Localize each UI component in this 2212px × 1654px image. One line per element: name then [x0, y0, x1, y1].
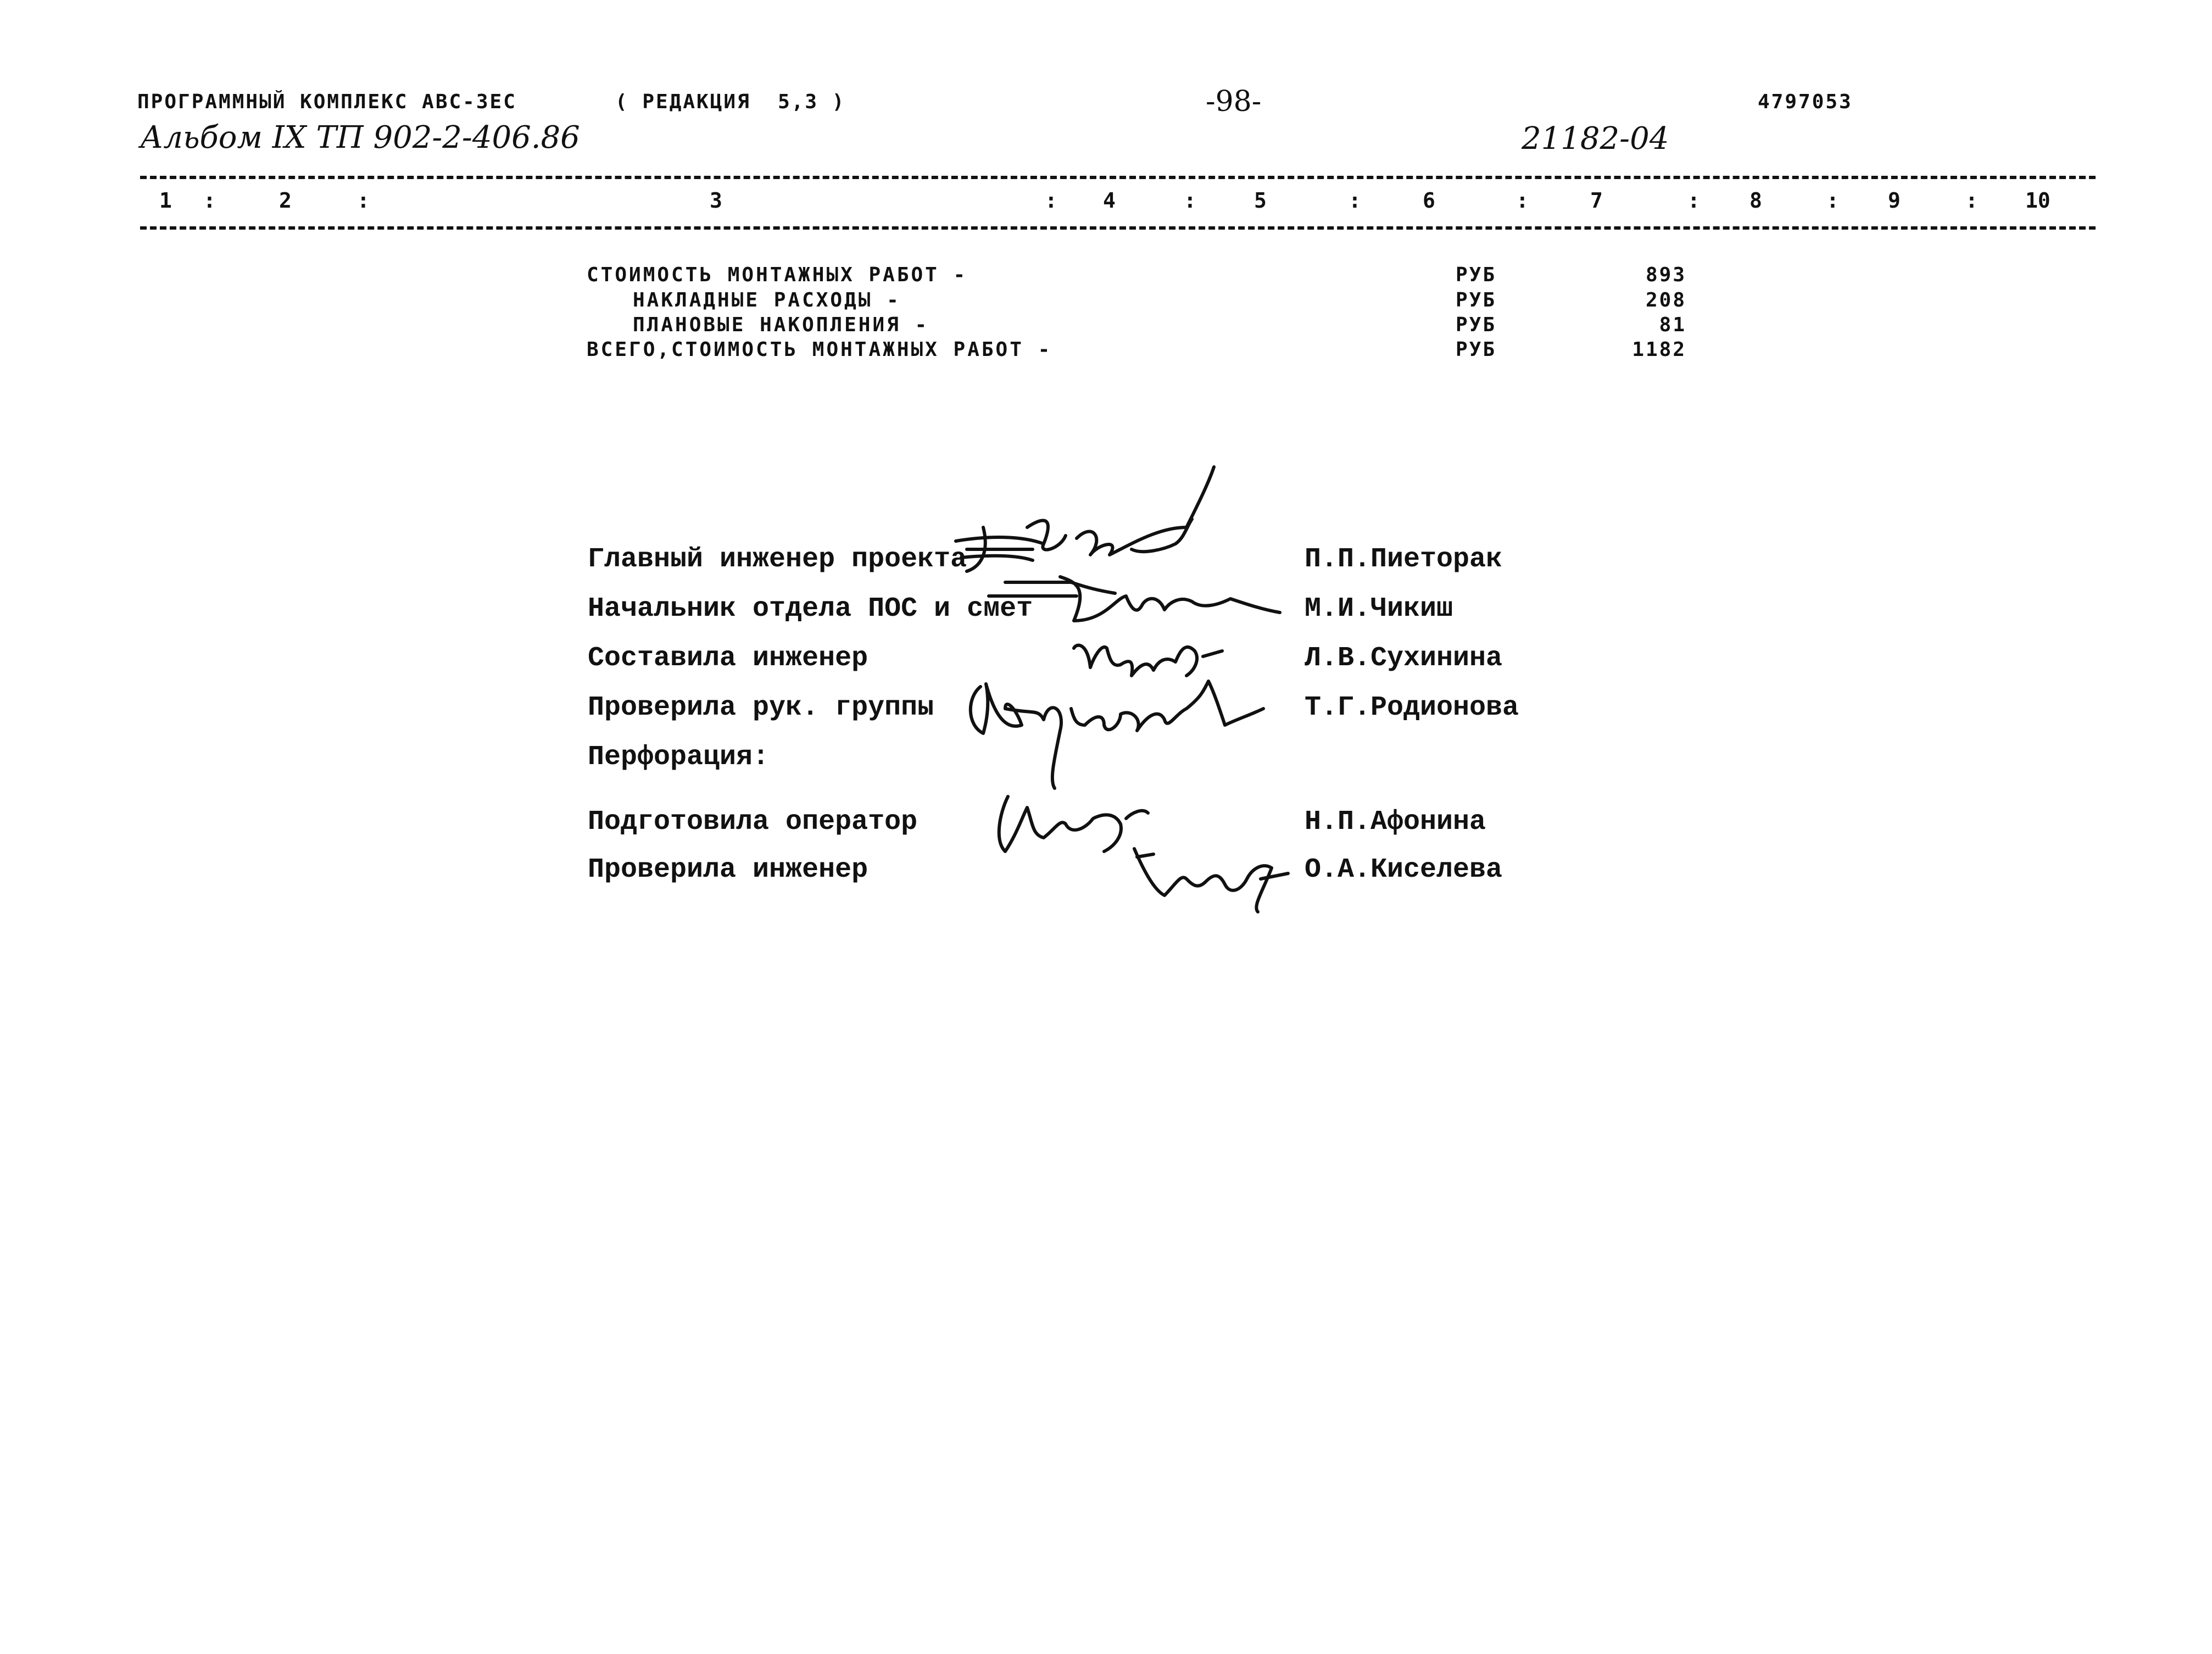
signature-name: Л.В.Сухинина: [1305, 643, 1503, 674]
column-number: 10: [2025, 188, 2051, 213]
signature-role: Перфорация:: [588, 742, 770, 773]
signature-compiler: [1074, 645, 1222, 676]
cost-row-unit: РУБ: [1456, 338, 1497, 361]
signature-role: Главный инженер проекта: [588, 544, 967, 575]
column-number: 8: [1749, 188, 1762, 213]
column-separator: :: [1349, 188, 1361, 213]
cost-row-unit: РУБ: [1456, 314, 1497, 336]
cost-row-value: 81: [1659, 314, 1686, 336]
column-number: 1: [159, 188, 172, 213]
cost-row-label: ПЛАНОВЫЕ НАКОПЛЕНИЯ -: [633, 314, 929, 336]
column-separator: :: [203, 188, 216, 213]
signature-role: Составила инженер: [588, 643, 868, 674]
cost-row-label: СТОИМОСТЬ МОНТАЖНЫХ РАБОТ -: [587, 264, 968, 286]
column-number: 3: [710, 188, 722, 213]
column-separator: :: [1965, 188, 1978, 213]
edition-label: ( РЕДАКЦИЯ 5,3 ): [615, 91, 846, 113]
signature-operator: [999, 797, 1148, 851]
doc-number: 4797053: [1758, 91, 1853, 113]
column-number: 6: [1423, 188, 1435, 213]
column-number: 4: [1103, 188, 1116, 213]
cost-row-value: 208: [1645, 289, 1686, 311]
cost-row-unit: РУБ: [1456, 289, 1497, 311]
column-separator: :: [1687, 188, 1700, 213]
signature-chief-engineer: [956, 467, 1214, 571]
column-separator: :: [1045, 188, 1057, 213]
signature-role: Подготовила оператор: [588, 806, 918, 838]
cost-row-value: 1182: [1632, 338, 1686, 361]
signature-name: П.П.Пиеторак: [1305, 544, 1503, 575]
column-number: 9: [1888, 188, 1901, 213]
cost-row-label: НАКЛАДНЫЕ РАСХОДЫ -: [633, 289, 901, 311]
signature-role: Начальник отдела ПОС и смет: [588, 593, 1033, 625]
column-number: 2: [279, 188, 292, 213]
signature-name: Т.Г.Родионова: [1305, 692, 1519, 723]
signature-name: М.И.Чикиш: [1305, 593, 1453, 625]
code-handwritten: 21182-04: [1522, 121, 1669, 157]
column-separator: :: [1516, 188, 1529, 213]
column-separator: :: [1826, 188, 1839, 213]
column-separator: :: [1184, 188, 1196, 213]
column-number: 7: [1590, 188, 1603, 213]
cost-row-unit: РУБ: [1456, 264, 1497, 286]
signature-name: Н.П.Афонина: [1305, 806, 1486, 838]
signature-role: Проверила рук. группы: [588, 692, 934, 723]
cost-row-label: ВСЕГО,СТОИМОСТЬ МОНТАЖНЫХ РАБОТ -: [587, 338, 1052, 361]
column-number: 5: [1254, 188, 1267, 213]
signature-role: Проверила инженер: [588, 854, 868, 886]
cost-row-value: 893: [1645, 264, 1686, 286]
page-number: -98-: [1206, 85, 1262, 118]
signature-name: О.А.Киселева: [1305, 854, 1503, 886]
album-handwritten: Альбом IX ТП 902-2-406.86: [140, 120, 580, 155]
program-title: ПРОГРАММНЫЙ КОМПЛЕКС АВС-3ЕС: [137, 91, 517, 113]
signature-group-leader: [971, 681, 1263, 788]
column-separator: :: [357, 188, 370, 213]
signature-department-head: [989, 577, 1280, 621]
signature-inspector: [1134, 849, 1288, 912]
